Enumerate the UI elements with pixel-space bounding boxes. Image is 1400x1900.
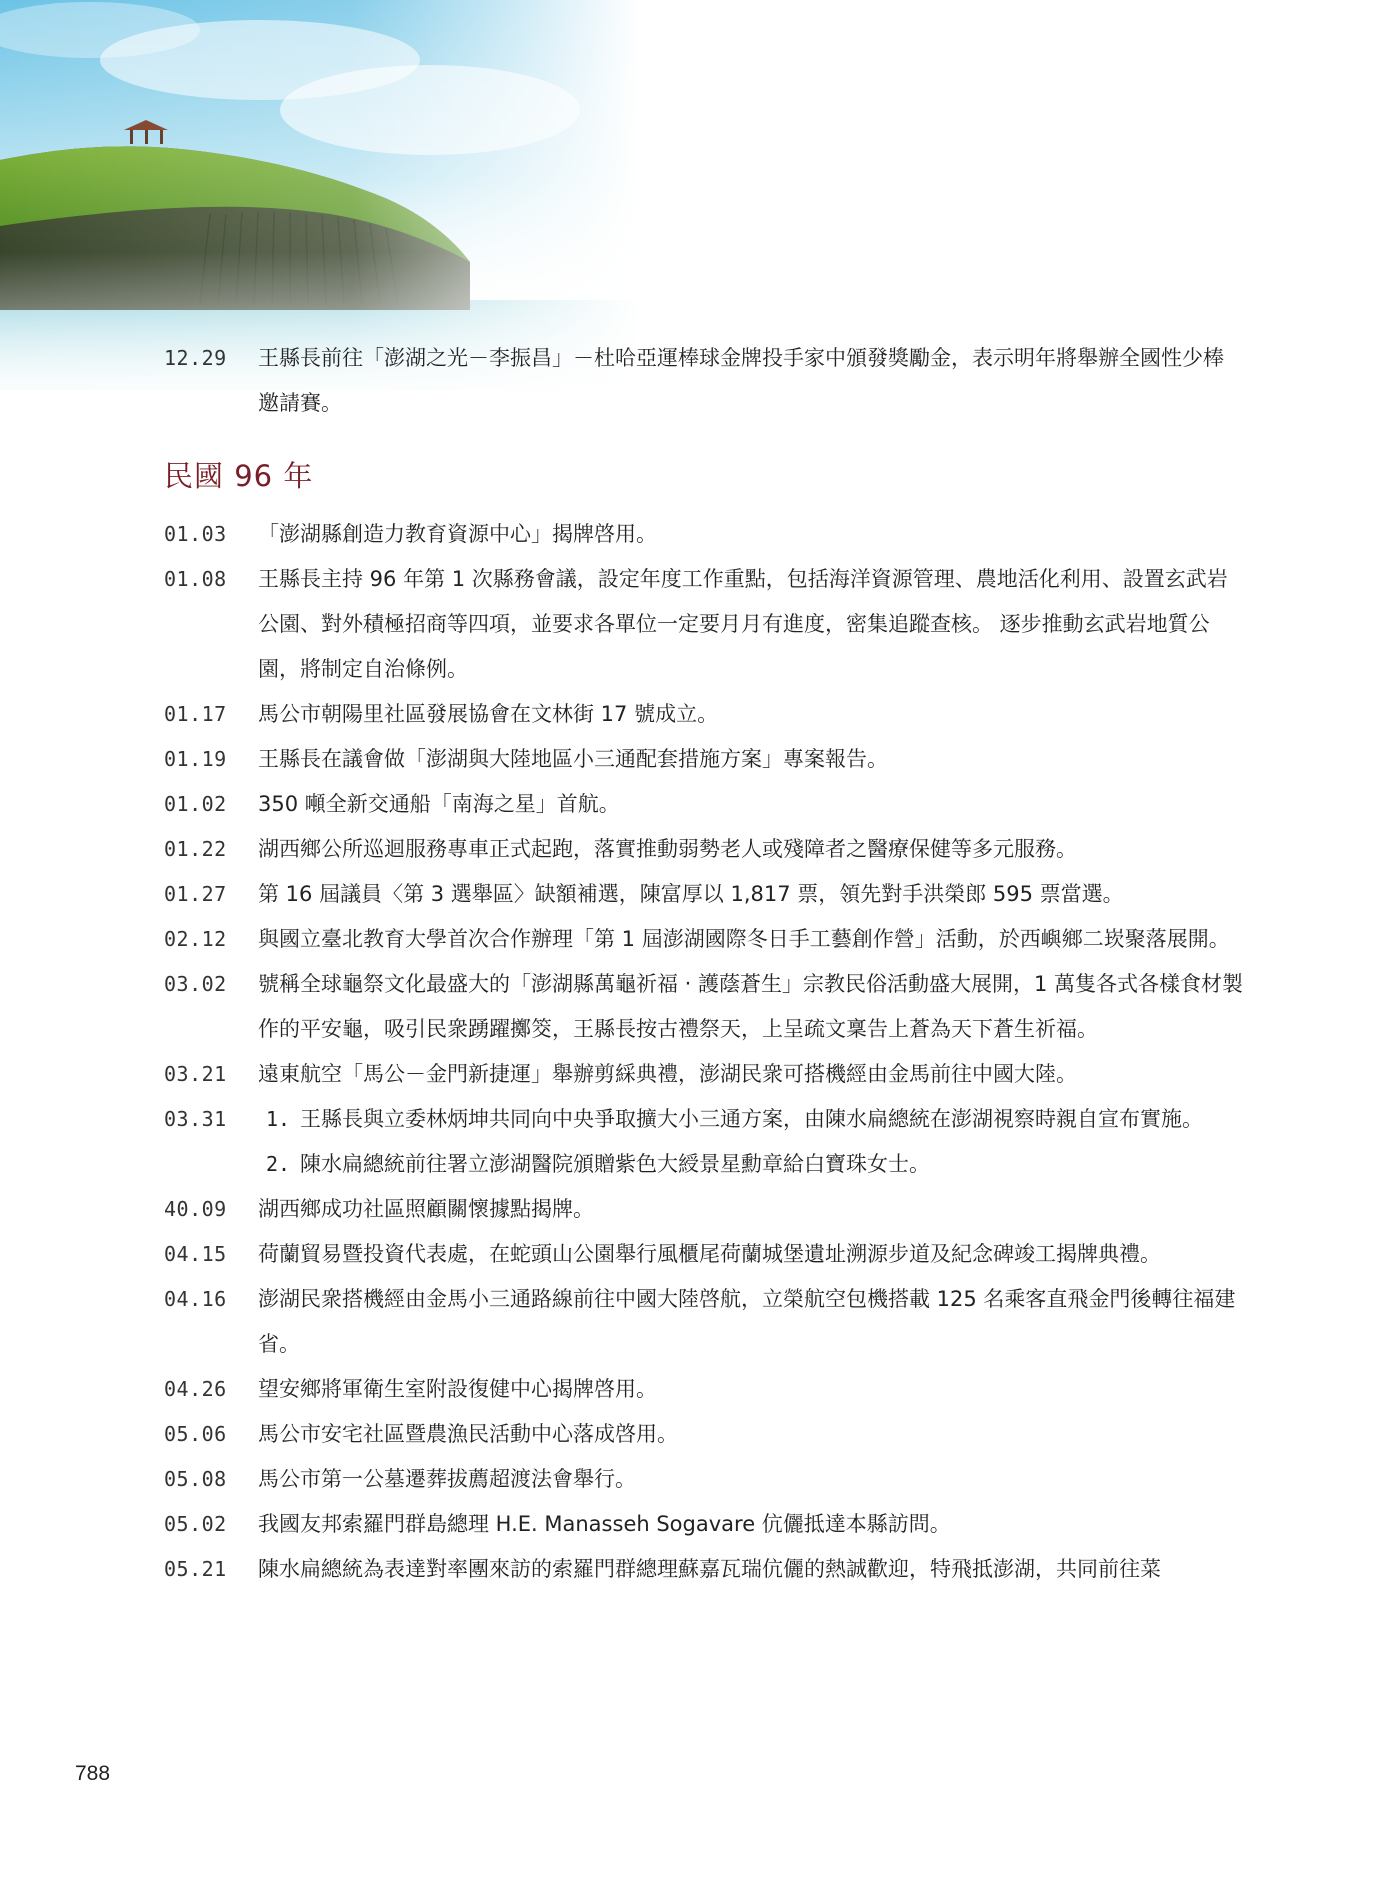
entry-text: 我國友邦索羅門群島總理 H.E. Manasseh Sogavare 伉儷抵達本縣訪問。: [258, 1512, 951, 1536]
entry-subitem-list: [258, 1097, 1244, 1187]
entry-text: 湖西鄉成功社區照顧關懷據點揭牌。: [258, 1197, 594, 1221]
entry-date: 04.26: [164, 1377, 227, 1401]
entry-date: 01.08: [164, 567, 227, 591]
chronicle-entry: [164, 692, 1244, 737]
entry-date: 03.21: [164, 1062, 227, 1086]
entry-date: 04.16: [164, 1287, 227, 1311]
entry-text: 荷蘭貿易暨投資代表處，在蛇頭山公園舉行風櫃尾荷蘭城堡遺址溯源步道及紀念碑竣工揭牌典禮。: [258, 1242, 1161, 1266]
entry-date: 01.02: [164, 792, 227, 816]
chronicle-entry: [164, 827, 1244, 872]
chronicle-entry: [164, 1547, 1244, 1592]
subitem-text: 王縣長與立委林炳坤共同向中央爭取擴大小三通方案，由陳水扁總統在澎湖視察時親自宣布實施。: [300, 1107, 1203, 1131]
chronicle-entry: [164, 1232, 1244, 1277]
entry-text: 澎湖民衆搭機經由金馬小三通路線前往中國大陸啓航，立榮航空包機搭載 125 名乘客直飛金門後轉往福建省。: [258, 1287, 1236, 1356]
chronicle-entry: [164, 782, 1244, 827]
entry-date: 02.12: [164, 927, 227, 951]
entry-text: 馬公市朝陽里社區發展協會在文林街 17 號成立。: [258, 702, 719, 726]
entry-date: 01.27: [164, 882, 227, 906]
chronicle-entry: [164, 962, 1244, 1052]
chronicle-entry: [164, 872, 1244, 917]
entry-text: 與國立臺北教育大學首次合作辦理「第 1 屆澎湖國際冬日手工藝創作營」活動，於西嶼鄉二崁聚落展開。: [258, 927, 1230, 951]
chronicle-entry: [164, 1052, 1244, 1097]
entry-date: 01.22: [164, 837, 227, 861]
entry-text: 「澎湖縣創造力教育資源中心」揭牌啓用。: [258, 522, 657, 546]
chronicle-content: [164, 336, 1244, 1592]
chronicle-entry: [164, 1412, 1244, 1457]
entry-text: 第 16 屆議員〈第 3 選舉區〉缺額補選，陳富厚以 1,817 票，領先對手洪榮郎 595 票當選。: [258, 882, 1124, 906]
entry-subitem: [258, 1097, 1244, 1142]
entry-text: 王縣長主持 96 年第 1 次縣務會議，設定年度工作重點，包括海洋資源管理、農地活化利用、設置玄武岩公園、對外積極招商等四項，並要求各單位一定要月月有進度，密集追蹤查核。 逐步推動玄武岩地質公園，將制定自治條例。: [258, 567, 1228, 681]
chronicle-entry: [164, 737, 1244, 782]
entry-date: 05.21: [164, 1557, 227, 1581]
entry-date: 12.29: [164, 346, 227, 370]
chronicle-entry: [164, 557, 1244, 692]
entry-date: 03.31: [164, 1107, 227, 1131]
entry-text: 350 噸全新交通船「南海之星」首航。: [258, 792, 620, 816]
entry-date: 05.02: [164, 1512, 227, 1536]
entry-text: 馬公市第一公墓遷葬拔薦超渡法會舉行。: [258, 1467, 636, 1491]
entry-text: 馬公市安宅社區暨農漁民活動中心落成啓用。: [258, 1422, 678, 1446]
entry-text: 王縣長在議會做「澎湖與大陸地區小三通配套措施方案」專案報告。: [258, 747, 888, 771]
entry-text: 遠東航空「馬公－金門新捷運」舉辦剪綵典禮，澎湖民衆可搭機經由金馬前往中國大陸。: [258, 1062, 1077, 1086]
chronicle-entry: [164, 1367, 1244, 1412]
entry-date: 01.03: [164, 522, 227, 546]
subitem-text: 陳水扁總統前往署立澎湖醫院頒贈紫色大綬景星勳章給白寶珠女士。: [300, 1152, 930, 1176]
chronicle-entry: [164, 1187, 1244, 1232]
entry-text: 王縣長前往「澎湖之光－李振昌」－杜哈亞運棒球金牌投手家中頒發獎勵金，表示明年將舉辦全國性少棒邀請賽。: [258, 346, 1224, 415]
chronicle-entry: [164, 1457, 1244, 1502]
entry-text: 號稱全球龜祭文化最盛大的「澎湖縣萬龜祈福 ‧ 護蔭蒼生」宗教民俗活動盛大展開，1 萬隻各式各樣食材製作的平安龜，吸引民衆踴躍擲筊，王縣長按古禮祭天，上呈疏文稟告上蒼為天下蒼生祈福。: [258, 972, 1244, 1041]
entry-text: 陳水扁總統為表達對率團來訪的索羅門群總理蘇嘉瓦瑞伉儷的熱誠歡迎，特飛抵澎湖，共同前往菜: [258, 1557, 1161, 1581]
chronicle-entry: [164, 1097, 1244, 1187]
chronicle-entry: [164, 1502, 1244, 1547]
chronicle-entry-list: [164, 512, 1244, 1592]
subitem-number: 2.: [266, 1152, 291, 1176]
subitem-number: 1.: [266, 1107, 291, 1131]
entry-date: 03.02: [164, 972, 227, 996]
entry-date: 05.08: [164, 1467, 227, 1491]
chronicle-entry: [164, 336, 1244, 426]
chronicle-entry: [164, 1277, 1244, 1367]
chronicle-entry: [164, 512, 1244, 557]
entry-date: 40.09: [164, 1197, 227, 1221]
entry-date: 05.06: [164, 1422, 227, 1446]
entry-text: 望安鄉將軍衛生室附設復健中心揭牌啓用。: [258, 1377, 657, 1401]
page-number: 788: [75, 1762, 111, 1785]
entry-date: 01.19: [164, 747, 227, 771]
entry-text: 湖西鄉公所巡迴服務專車正式起跑，落實推動弱勢老人或殘障者之醫療保健等多元服務。: [258, 837, 1077, 861]
section-heading: 民國 96 年: [164, 459, 314, 493]
entry-subitem: [258, 1142, 1244, 1187]
entry-date: 04.15: [164, 1242, 227, 1266]
chronicle-entry: [164, 917, 1244, 962]
entry-date: 01.17: [164, 702, 227, 726]
